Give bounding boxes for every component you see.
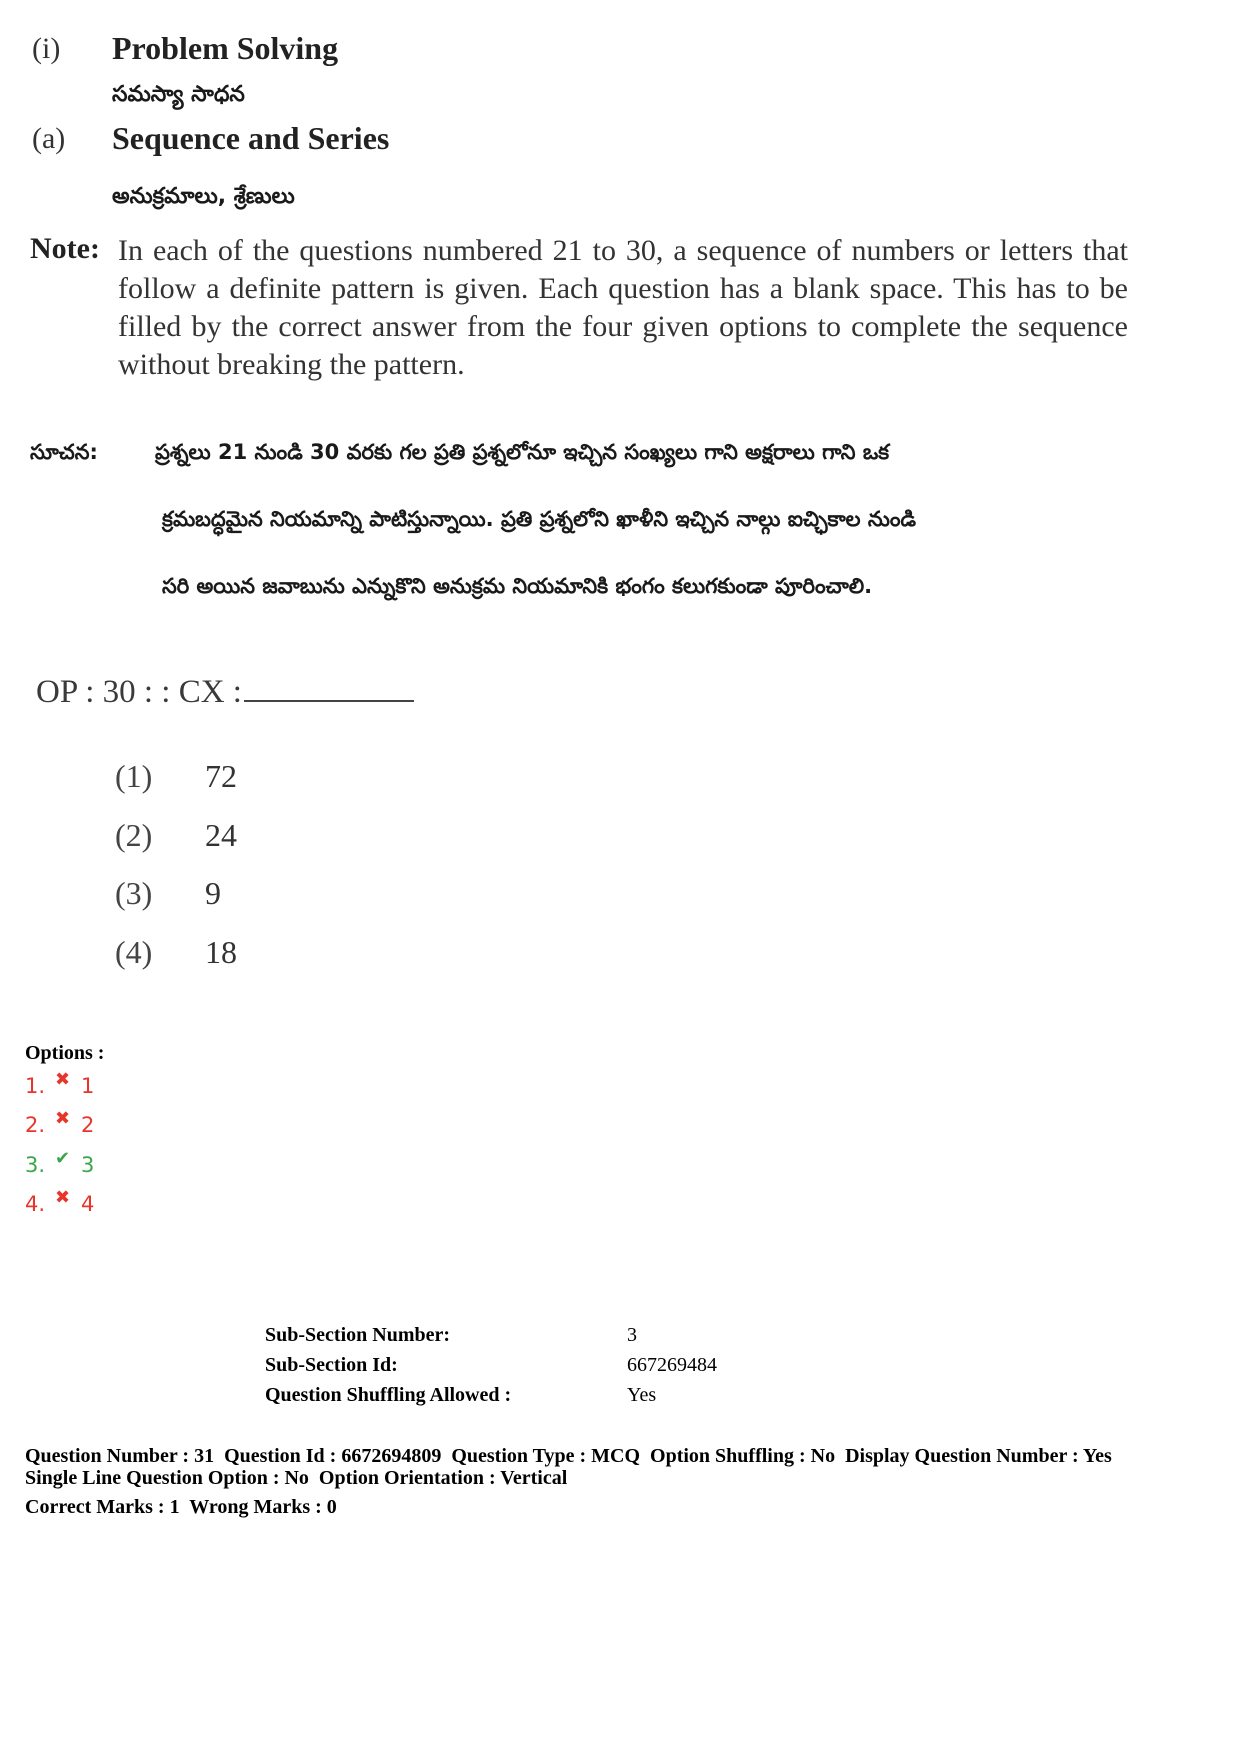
subsection-id-value: 667269484 [627,1354,717,1376]
option-row [25,1107,95,1137]
option-row [25,1186,95,1216]
choice-number: (2) [115,817,153,853]
question-stem [36,672,414,711]
subsection-id-label: Sub-Section Id: [265,1354,398,1376]
choice-value: 24 [205,817,237,853]
option-row [25,1147,95,1177]
note-text: In each of the questions numbered 21 to 30, a sequence of numbers or letters that follow a definite pattern is given. Each question has a blank space. This has to be filled by the correct answer from the four given options to complete the sequence without breaking the pattern. [118,234,1128,381]
note-line3-telugu: సరి అయిన జవాబును ఎన్నుకొని అనుక్రమ నియమానికి భంగం కలుగకుండా పూరించాలి. [162,574,873,598]
option-index: 4. [25,1192,46,1216]
subsection-number-value: 3 [627,1324,637,1346]
section-title-telugu: సమస్యా సాధన [112,82,245,107]
note-line2-telugu: క్రమబద్ధమైన నియమాన్ని పాటిస్తున్నాయి. ప్రతి ప్రశ్నలోని ఖాళీని ఇచ్చిన నాల్గు ఐచ్ఛికాల నుండి [162,507,917,531]
option-index: 3. [25,1153,46,1177]
cross-icon: ✖ [55,1186,71,1208]
choice-value: 9 [205,875,221,911]
option-row [25,1068,95,1098]
cross-icon: ✖ [55,1068,71,1090]
question-shuffling-value: Yes [627,1384,657,1406]
note-label-telugu: సూచన: [30,440,98,464]
option-label: 3 [81,1153,95,1177]
check-icon: ✔ [55,1147,71,1169]
section-title: Problem Solving [112,30,339,66]
options-title: Options : [25,1042,105,1064]
section-marker-a: (a) [32,122,66,155]
option-label: 2 [81,1113,95,1137]
question-stem-text: OP : 30 : : CX : [36,674,242,710]
question-meta-line1: Question Number : 31 Question Id : 6672694809 Question Type : MCQ Option Shuffling : No Display Question Number : Yes [25,1445,1112,1467]
choice-number: (4) [115,934,153,970]
section-subtitle-telugu: అనుక్రమాలు, శ్రేణులు [112,184,295,209]
question-shuffling-label: Question Shuffling Allowed : [265,1384,512,1406]
cross-icon: ✖ [55,1107,71,1129]
section-marker-i: (i) [32,32,61,65]
option-index: 2. [25,1113,46,1137]
choice-value: 18 [205,934,237,970]
answer-blank [244,672,414,702]
option-label: 1 [81,1074,95,1098]
note-line1-telugu: ప్రశ్నలు 21 నుండి 30 వరకు గల ప్రతి ప్రశ్నలోనూ ఇచ్చిన సంఖ్యలు గాని అక్షరాలు గాని ఒక [155,440,890,464]
section-subtitle: Sequence and Series [112,120,390,156]
question-meta-line3: Correct Marks : 1 Wrong Marks : 0 [25,1496,337,1518]
choice-value: 72 [205,758,237,794]
option-label: 4 [81,1192,95,1216]
choice-number: (3) [115,875,153,911]
choice-number: (1) [115,758,153,794]
option-index: 1. [25,1074,46,1098]
question-meta-line2: Single Line Question Option : No Option Orientation : Vertical [25,1467,568,1489]
subsection-number-label: Sub-Section Number: [265,1324,451,1346]
note-label: Note: [30,232,100,265]
